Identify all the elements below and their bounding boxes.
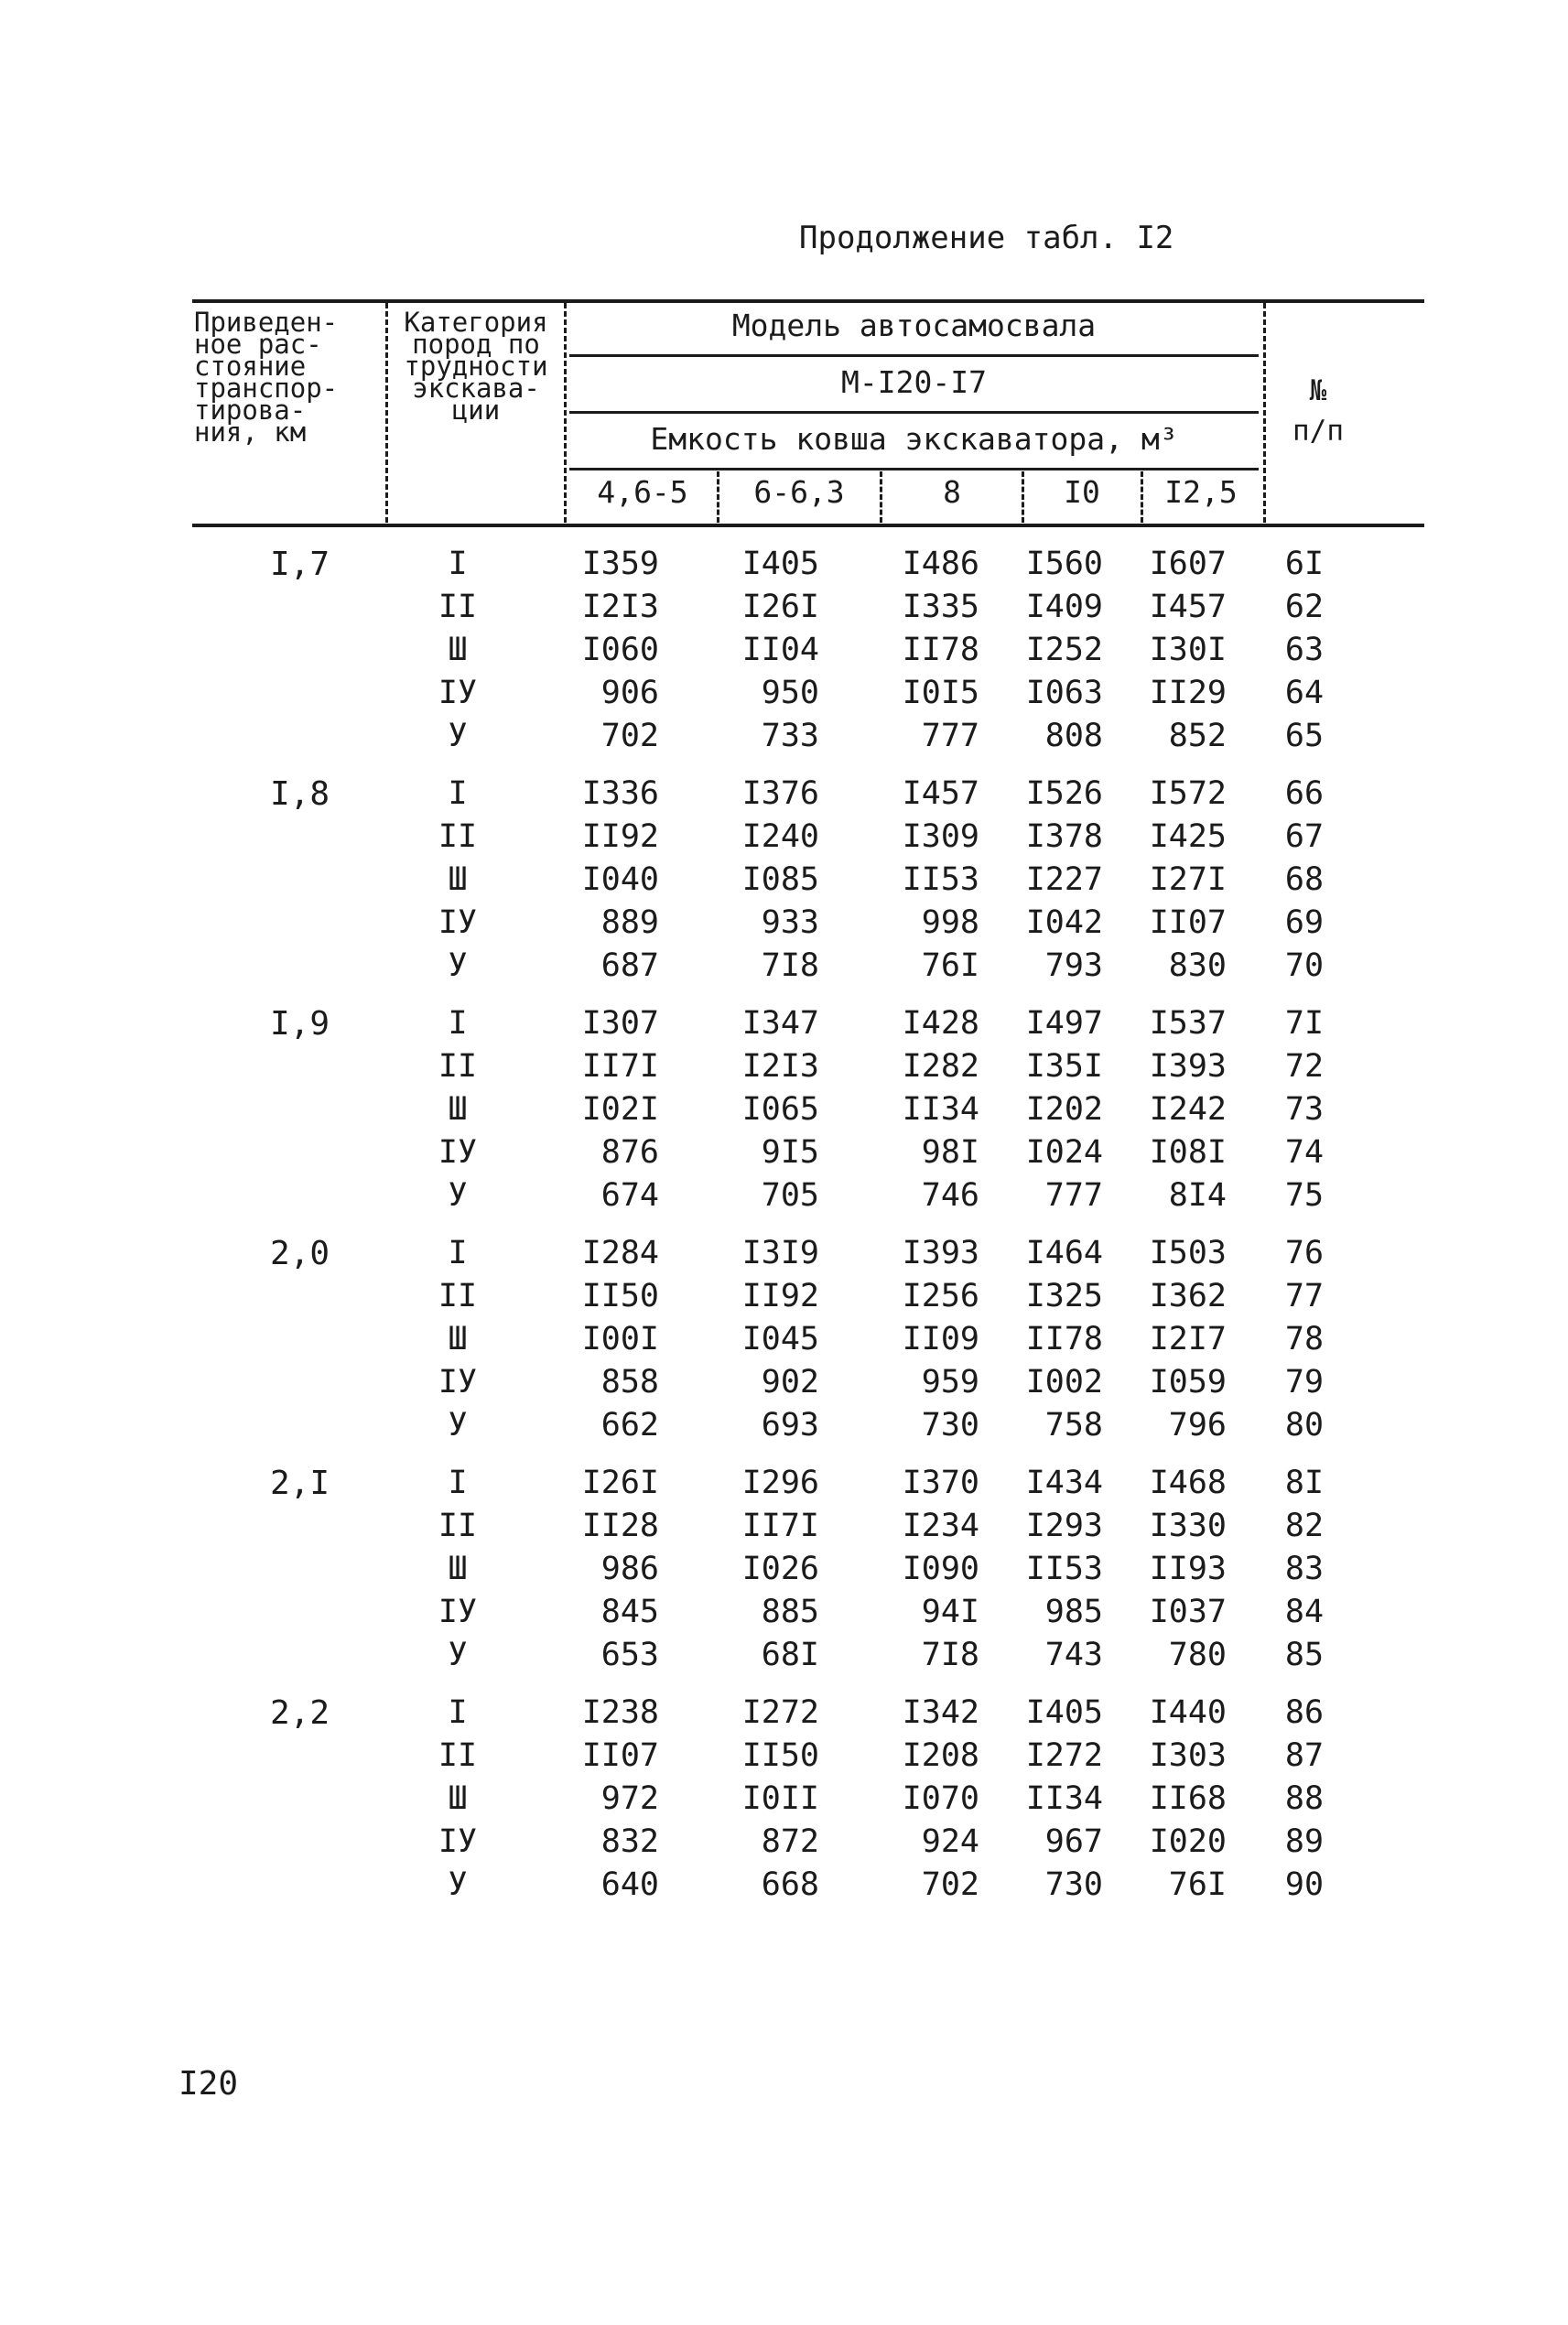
value-cell: I296 xyxy=(741,1465,819,1501)
category-cell: II xyxy=(438,1508,478,1544)
value-cell: 876 xyxy=(600,1134,659,1171)
category-cell: I xyxy=(448,1694,468,1731)
value-cell: I378 xyxy=(1025,818,1103,855)
header-bottom-rule xyxy=(192,524,1424,527)
value-cell: 852 xyxy=(1168,718,1227,754)
category-cell: II xyxy=(438,818,478,855)
value-cell: 76I xyxy=(921,947,979,984)
value-cell: II50 xyxy=(741,1737,819,1774)
value-cell: II92 xyxy=(581,818,659,855)
distance-value: I,7 xyxy=(269,546,330,583)
value-cell: 780 xyxy=(1168,1637,1227,1673)
value-cell: I376 xyxy=(741,775,819,812)
category-cell: II xyxy=(438,1278,478,1314)
value-cell: 998 xyxy=(921,904,979,941)
distance-value: I,8 xyxy=(269,775,330,813)
value-cell: II78 xyxy=(902,632,979,668)
value-cell: I362 xyxy=(1149,1278,1227,1314)
value-cell: 889 xyxy=(600,904,659,941)
value-cell: I040 xyxy=(581,861,659,898)
row-number: 72 xyxy=(1284,1048,1325,1085)
category-cell: IУ xyxy=(438,904,478,941)
value-cell: 924 xyxy=(921,1823,979,1860)
category-cell: I xyxy=(448,1005,468,1042)
value-cell: I284 xyxy=(581,1235,659,1271)
row-number: 65 xyxy=(1284,718,1325,754)
value-cell: I27I xyxy=(1149,861,1227,898)
divider-model-number xyxy=(1263,303,1266,523)
value-cell: II34 xyxy=(902,1091,979,1128)
model-label-rule xyxy=(569,354,1259,357)
header-number: № п/п xyxy=(1292,374,1344,448)
header-category: Категория пород по трудности экскава- ции xyxy=(404,307,548,426)
header-model-label: Модель автосамосвала xyxy=(731,308,1097,343)
divider-capacity-4 xyxy=(1141,471,1143,523)
distance-value: 2,I xyxy=(269,1465,330,1502)
value-cell: I607 xyxy=(1149,546,1227,582)
value-cell: I238 xyxy=(581,1694,659,1731)
value-cell: I503 xyxy=(1149,1235,1227,1271)
category-cell: Ш xyxy=(448,1780,468,1817)
value-cell: I468 xyxy=(1149,1465,1227,1501)
table-caption: Продолжение табл. I2 xyxy=(799,220,1174,256)
value-cell: I070 xyxy=(902,1780,979,1817)
value-cell: 967 xyxy=(1044,1823,1103,1860)
value-cell: I037 xyxy=(1149,1594,1227,1630)
value-cell: 858 xyxy=(600,1364,659,1400)
value-cell: I234 xyxy=(902,1508,979,1544)
page-number: I20 xyxy=(178,2065,239,2103)
value-cell: II34 xyxy=(1025,1780,1103,1817)
value-cell: 730 xyxy=(921,1407,979,1444)
value-cell: I08I xyxy=(1149,1134,1227,1171)
value-cell: I272 xyxy=(741,1694,819,1731)
value-cell: I202 xyxy=(1025,1091,1103,1128)
value-cell: 733 xyxy=(761,718,819,754)
category-cell: IУ xyxy=(438,675,478,711)
row-number: 83 xyxy=(1284,1551,1325,1587)
value-cell: 7I8 xyxy=(761,947,819,984)
value-cell: I2I3 xyxy=(581,589,659,625)
category-cell: II xyxy=(438,589,478,625)
value-cell: I457 xyxy=(1149,589,1227,625)
header-model-name: М-I20-I7 xyxy=(841,364,987,400)
value-cell: I240 xyxy=(741,818,819,855)
model-name-rule xyxy=(569,411,1259,414)
value-cell: I347 xyxy=(741,1005,819,1042)
value-cell: I282 xyxy=(902,1048,979,1085)
row-number: 74 xyxy=(1284,1134,1325,1171)
value-cell: I02I xyxy=(581,1091,659,1128)
value-cell: I486 xyxy=(902,546,979,582)
category-cell: IУ xyxy=(438,1134,478,1171)
value-cell: II7I xyxy=(581,1048,659,1085)
header-capacity-1: 4,6-5 xyxy=(597,474,688,510)
value-cell: I30I xyxy=(1149,632,1227,668)
row-number: 85 xyxy=(1284,1637,1325,1673)
divider-category-model xyxy=(564,303,567,523)
row-number: 87 xyxy=(1284,1737,1325,1774)
header-capacity-label: Емкость ковша экскаватора, м³ xyxy=(650,421,1178,457)
row-number: 80 xyxy=(1284,1407,1325,1444)
row-number: 89 xyxy=(1284,1823,1325,1860)
value-cell: 985 xyxy=(1044,1594,1103,1630)
value-cell: I063 xyxy=(1025,675,1103,711)
row-number: 88 xyxy=(1284,1780,1325,1817)
value-cell: I325 xyxy=(1025,1278,1103,1314)
category-cell: У xyxy=(448,1866,468,1903)
category-cell: У xyxy=(448,718,468,754)
value-cell: 98I xyxy=(921,1134,979,1171)
row-number: 69 xyxy=(1284,904,1325,941)
category-cell: Ш xyxy=(448,1551,468,1587)
category-cell: IУ xyxy=(438,1364,478,1400)
header-capacity-4: I0 xyxy=(1064,474,1100,510)
row-number: 67 xyxy=(1284,818,1325,855)
value-cell: I35I xyxy=(1025,1048,1103,1085)
value-cell: I00I xyxy=(581,1321,659,1357)
header-capacity-3: 8 xyxy=(943,474,961,510)
category-cell: У xyxy=(448,1407,468,1444)
value-cell: I359 xyxy=(581,546,659,582)
divider-capacity-1 xyxy=(717,471,719,523)
value-cell: I024 xyxy=(1025,1134,1103,1171)
value-cell: 687 xyxy=(600,947,659,984)
value-cell: 832 xyxy=(600,1823,659,1860)
category-cell: У xyxy=(448,947,468,984)
value-cell: I26I xyxy=(741,589,819,625)
row-number: 8I xyxy=(1284,1465,1325,1501)
value-cell: II78 xyxy=(1025,1321,1103,1357)
row-number: 63 xyxy=(1284,632,1325,668)
row-number: 6I xyxy=(1284,546,1325,582)
distance-value: 2,0 xyxy=(269,1235,330,1272)
value-cell: 668 xyxy=(761,1866,819,1903)
value-cell: 959 xyxy=(921,1364,979,1400)
value-cell: I002 xyxy=(1025,1364,1103,1400)
header-capacity-2: 6-6,3 xyxy=(753,474,845,510)
value-cell: I537 xyxy=(1149,1005,1227,1042)
value-cell: I405 xyxy=(741,546,819,582)
value-cell: II09 xyxy=(902,1321,979,1357)
category-cell: У xyxy=(448,1637,468,1673)
value-cell: I336 xyxy=(581,775,659,812)
category-cell: Ш xyxy=(448,1321,468,1357)
value-cell: I405 xyxy=(1025,1694,1103,1731)
value-cell: I272 xyxy=(1025,1737,1103,1774)
row-number: 64 xyxy=(1284,675,1325,711)
row-number: 77 xyxy=(1284,1278,1325,1314)
divider-distance-category xyxy=(385,303,388,523)
value-cell: II04 xyxy=(741,632,819,668)
value-cell: 793 xyxy=(1044,947,1103,984)
value-cell: 702 xyxy=(600,718,659,754)
value-cell: I342 xyxy=(902,1694,979,1731)
value-cell: 730 xyxy=(1044,1866,1103,1903)
category-cell: II xyxy=(438,1737,478,1774)
value-cell: I335 xyxy=(902,589,979,625)
category-cell: У xyxy=(448,1177,468,1214)
value-cell: 796 xyxy=(1168,1407,1227,1444)
value-cell: 746 xyxy=(921,1177,979,1214)
distance-value: I,9 xyxy=(269,1005,330,1043)
row-number: 75 xyxy=(1284,1177,1325,1214)
value-cell: I026 xyxy=(741,1551,819,1587)
value-cell: 845 xyxy=(600,1594,659,1630)
value-cell: I085 xyxy=(741,861,819,898)
value-cell: II29 xyxy=(1149,675,1227,711)
value-cell: 885 xyxy=(761,1594,819,1630)
value-cell: 950 xyxy=(761,675,819,711)
value-cell: I393 xyxy=(902,1235,979,1271)
value-cell: 906 xyxy=(600,675,659,711)
row-number: 90 xyxy=(1284,1866,1325,1903)
value-cell: I227 xyxy=(1025,861,1103,898)
value-cell: I457 xyxy=(902,775,979,812)
value-cell: I3I9 xyxy=(741,1235,819,1271)
row-number: 68 xyxy=(1284,861,1325,898)
category-cell: I xyxy=(448,546,468,582)
category-cell: I xyxy=(448,1235,468,1271)
header-distance: Приведен- ное рас- стояние транспор- тирова- ния, км xyxy=(194,307,339,448)
row-number: 73 xyxy=(1284,1091,1325,1128)
value-cell: 777 xyxy=(921,718,979,754)
value-cell: I059 xyxy=(1149,1364,1227,1400)
row-number: 76 xyxy=(1284,1235,1325,1271)
value-cell: I2I7 xyxy=(1149,1321,1227,1357)
value-cell: I464 xyxy=(1025,1235,1103,1271)
value-cell: 7I8 xyxy=(921,1637,979,1673)
value-cell: I242 xyxy=(1149,1091,1227,1128)
header-capacity-5: I2,5 xyxy=(1164,474,1238,510)
value-cell: 743 xyxy=(1044,1637,1103,1673)
value-cell: II28 xyxy=(581,1508,659,1544)
value-cell: I307 xyxy=(581,1005,659,1042)
value-cell: I434 xyxy=(1025,1465,1103,1501)
value-cell: I303 xyxy=(1149,1737,1227,1774)
value-cell: 662 xyxy=(600,1407,659,1444)
value-cell: I065 xyxy=(741,1091,819,1128)
category-cell: Ш xyxy=(448,632,468,668)
value-cell: I252 xyxy=(1025,632,1103,668)
value-cell: 830 xyxy=(1168,947,1227,984)
divider-capacity-3 xyxy=(1022,471,1024,523)
row-number: 84 xyxy=(1284,1594,1325,1630)
value-cell: I309 xyxy=(902,818,979,855)
value-cell: I060 xyxy=(581,632,659,668)
category-cell: II xyxy=(438,1048,478,1085)
value-cell: II07 xyxy=(581,1737,659,1774)
category-cell: IУ xyxy=(438,1823,478,1860)
table-top-rule xyxy=(192,299,1424,303)
row-number: 62 xyxy=(1284,589,1325,625)
value-cell: 986 xyxy=(600,1551,659,1587)
value-cell: I497 xyxy=(1025,1005,1103,1042)
capacity-label-rule xyxy=(569,468,1259,470)
value-cell: I425 xyxy=(1149,818,1227,855)
row-number: 70 xyxy=(1284,947,1325,984)
value-cell: 76I xyxy=(1168,1866,1227,1903)
value-cell: I256 xyxy=(902,1278,979,1314)
row-number: 82 xyxy=(1284,1508,1325,1544)
row-number: 86 xyxy=(1284,1694,1325,1731)
value-cell: 674 xyxy=(600,1177,659,1214)
value-cell: 777 xyxy=(1044,1177,1103,1214)
value-cell: I208 xyxy=(902,1737,979,1774)
value-cell: 640 xyxy=(600,1866,659,1903)
category-cell: I xyxy=(448,775,468,812)
value-cell: I2I3 xyxy=(741,1048,819,1085)
value-cell: I440 xyxy=(1149,1694,1227,1731)
value-cell: 872 xyxy=(761,1823,819,1860)
value-cell: I428 xyxy=(902,1005,979,1042)
value-cell: II53 xyxy=(902,861,979,898)
value-cell: I045 xyxy=(741,1321,819,1357)
value-cell: I370 xyxy=(902,1465,979,1501)
value-cell: II92 xyxy=(741,1278,819,1314)
category-cell: Ш xyxy=(448,1091,468,1128)
value-cell: 808 xyxy=(1044,718,1103,754)
value-cell: 705 xyxy=(761,1177,819,1214)
value-cell: I393 xyxy=(1149,1048,1227,1085)
row-number: 79 xyxy=(1284,1364,1325,1400)
value-cell: 8I4 xyxy=(1168,1177,1227,1214)
value-cell: 933 xyxy=(761,904,819,941)
value-cell: I0II xyxy=(741,1780,819,1817)
value-cell: I572 xyxy=(1149,775,1227,812)
value-cell: 653 xyxy=(600,1637,659,1673)
value-cell: II53 xyxy=(1025,1551,1103,1587)
value-cell: I293 xyxy=(1025,1508,1103,1544)
value-cell: 758 xyxy=(1044,1407,1103,1444)
value-cell: I0I5 xyxy=(902,675,979,711)
value-cell: II68 xyxy=(1149,1780,1227,1817)
divider-capacity-2 xyxy=(880,471,882,523)
value-cell: I409 xyxy=(1025,589,1103,625)
row-number: 78 xyxy=(1284,1321,1325,1357)
value-cell: I330 xyxy=(1149,1508,1227,1544)
value-cell: II93 xyxy=(1149,1551,1227,1587)
value-cell: I090 xyxy=(902,1551,979,1587)
value-cell: I020 xyxy=(1149,1823,1227,1860)
value-cell: II07 xyxy=(1149,904,1227,941)
row-number: 7I xyxy=(1284,1005,1325,1042)
distance-value: 2,2 xyxy=(269,1694,330,1732)
row-number: 66 xyxy=(1284,775,1325,812)
value-cell: 94I xyxy=(921,1594,979,1630)
value-cell: I560 xyxy=(1025,546,1103,582)
value-cell: 9I5 xyxy=(761,1134,819,1171)
category-cell: I xyxy=(448,1465,468,1501)
value-cell: 68I xyxy=(761,1637,819,1673)
value-cell: 902 xyxy=(761,1364,819,1400)
category-cell: IУ xyxy=(438,1594,478,1630)
value-cell: 693 xyxy=(761,1407,819,1444)
value-cell: I042 xyxy=(1025,904,1103,941)
value-cell: II7I xyxy=(741,1508,819,1544)
category-cell: Ш xyxy=(448,861,468,898)
value-cell: I26I xyxy=(581,1465,659,1501)
value-cell: 972 xyxy=(600,1780,659,1817)
value-cell: 702 xyxy=(921,1866,979,1903)
value-cell: I526 xyxy=(1025,775,1103,812)
value-cell: II50 xyxy=(581,1278,659,1314)
